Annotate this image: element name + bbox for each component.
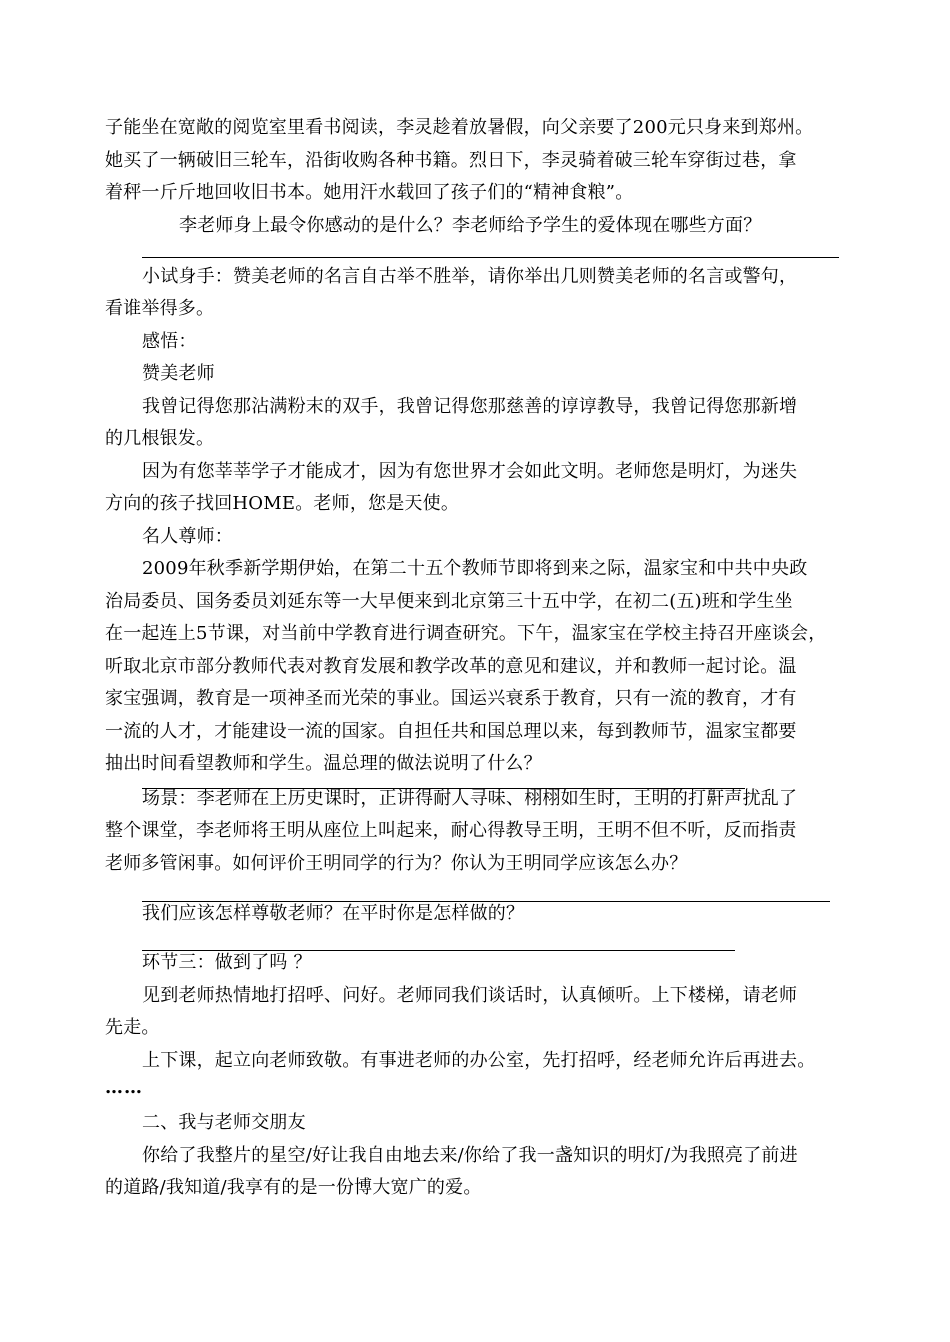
paragraph-line: 一流的人才，才能建设一流的国家。自担任共和国总理以来，每到教师节，温家宝都要: [105, 721, 797, 742]
paragraph-line: 在一起连上5节课，对当前中学教育进行调查研究。下午，温家宝在学校主持召开座谈会，: [105, 623, 827, 644]
answer-blank-line: [142, 901, 830, 902]
section-heading: 二、我与老师交朋友: [142, 1112, 306, 1133]
paragraph-line: 先走。: [105, 1017, 160, 1038]
paragraph-line: 见到老师热情地打招呼、问好。老师同我们谈话时，认真倾听。上下楼梯，请老师: [142, 985, 798, 1006]
paragraph-line: 的道路/我知道/我享有的是一份博大宽广的爱。: [105, 1177, 482, 1198]
paragraph-line: 你给了我整片的星空/好让我自由地去来/你给了我一盏知识的明灯/为我照亮了前进: [142, 1145, 798, 1166]
paragraph-line: 因为有您莘莘学子才能成才，因为有您世界才会如此文明。老师您是明灯，为迷失: [142, 461, 798, 482]
section-heading: 环节三：做到了吗 ？: [142, 952, 312, 973]
ellipsis: ……: [105, 1077, 143, 1098]
section-label: 名人尊师：: [142, 526, 233, 547]
paragraph-line: 的几根银发。: [105, 428, 215, 449]
paragraph-line: 方向的孩子找回HOME。老师，您是天使。: [105, 493, 460, 514]
paragraph-line: 看谁举得多。: [105, 298, 215, 319]
answer-blank-line: [142, 257, 839, 258]
section-label: 感悟：: [142, 331, 197, 352]
paragraph-line: 抽出时间看望教师和学生。温总理的做法说明了什么？: [105, 753, 542, 774]
paragraph-line: 2009年秋季新学期伊始，在第二十五个教师节即将到来之际，温家宝和中共中央政: [142, 558, 808, 579]
paragraph-line: 我曾记得您那沾满粉末的双手，我曾记得您那慈善的谆谆教导，我曾记得您那新增: [142, 396, 798, 417]
question-line: 我们应该怎样尊敬老师？在平时你是怎样做的？: [142, 903, 525, 924]
paragraph-line: 她买了一辆破旧三轮车，沿街收购各种书籍。烈日下，李灵骑着破三轮车穿街过巷，拿: [105, 150, 797, 171]
section-heading: 赞美老师: [142, 363, 215, 384]
paragraph-line: 着秤一斤斤地回收旧书本。她用汗水载回了孩子们的“精神食粮”。: [105, 182, 634, 203]
question-line: 李老师身上最令你感动的是什么？李老师给予学生的爱体现在哪些方面？: [179, 215, 762, 236]
paragraph-line: 治局委员、国务委员刘延东等一大早便来到北京第三十五中学，在初二(五)班和学生坐: [105, 591, 793, 612]
paragraph-line: 整个课堂，李老师将王明从座位上叫起来，耐心得教导王明，王明不但不听，反而指责: [105, 820, 797, 841]
paragraph-line: 子能坐在宽敞的阅览室里看书阅读，李灵趁着放暑假，向父亲要了200元只身来到郑州。: [105, 117, 814, 138]
paragraph-line: 老师多管闲事。如何评价王明同学的行为？你认为王明同学应该怎么办？: [105, 853, 688, 874]
paragraph-line: 场景：李老师在上历史课时，正讲得耐人寻味、栩栩如生时，王明的打鼾声扰乱了: [142, 788, 798, 809]
paragraph-line: 上下课，起立向老师致敬。有事进老师的办公室，先打招呼，经老师允许后再进去。: [142, 1050, 816, 1071]
paragraph-line: 听取北京市部分教师代表对教育发展和教学改革的意见和建议，并和教师一起讨论。温: [105, 656, 797, 677]
paragraph-line: 家宝强调，教育是一项神圣而光荣的事业。国运兴衰系于教育，只有一流的教育，才有: [105, 688, 797, 709]
answer-blank-line: [142, 950, 735, 951]
paragraph-line: 小试身手：赞美老师的名言自古举不胜举，请你举出几则赞美老师的名言或警句，: [142, 266, 798, 287]
